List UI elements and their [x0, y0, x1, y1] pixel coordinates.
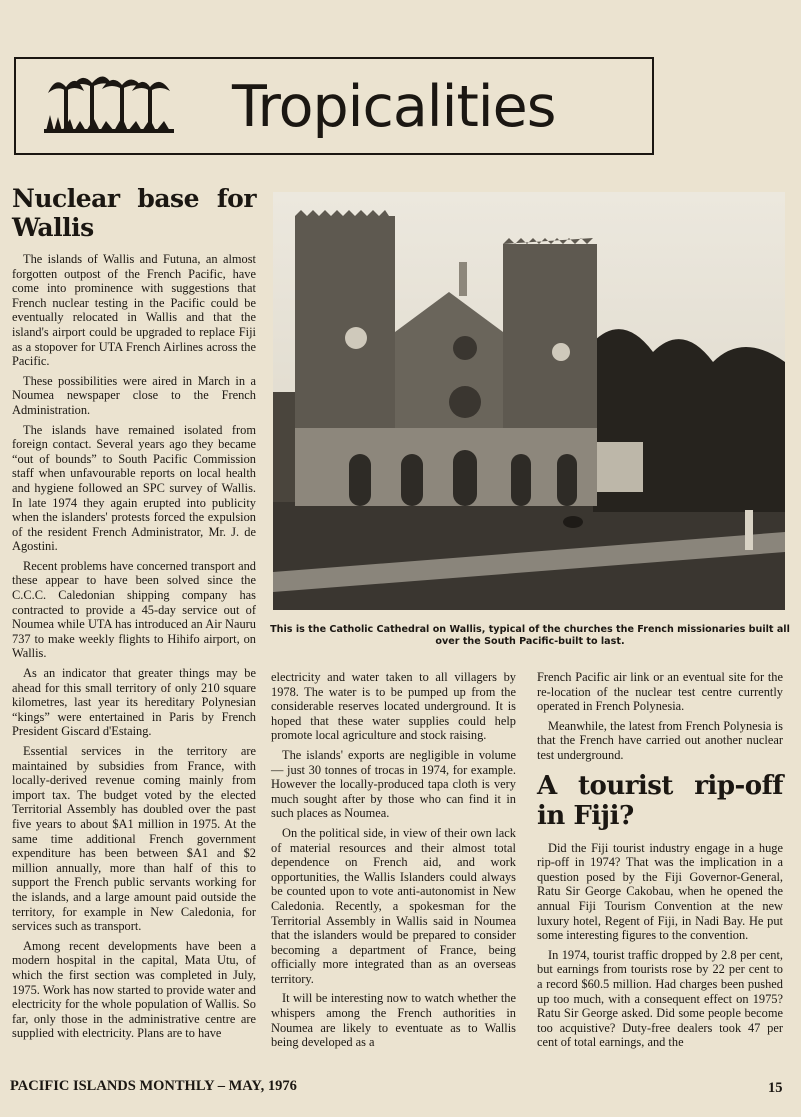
publication-footer: PACIFIC ISLANDS MONTHLY – MAY, 1976 — [10, 1078, 297, 1094]
palm-trees-icon — [44, 71, 176, 141]
paragraph: Recent problems have concerned transport and these appear to have been solved since the C.C.C. Caledonian shipping company has contracted to provide a 45-day service out of Noumea while UTA has introduced an Air Nauru 737 to make weekly flights to Hihifo airport, on Wallis. — [12, 558, 256, 661]
paragraph: It will be interesting now to watch whether the whispers among the French authorities in Noumea are likely to eventuate as to Wallis being developed as a — [271, 991, 516, 1050]
paragraph: Among recent developments have been a modern hospital in the capital, Mata Utu, of which the first section was completed in July, 1975. Work has now started to provide water and electricity for the whole population of Wallis. So far, only those in the administrative centre are supplied with electricity. Plans are to have — [12, 938, 256, 1041]
column-1 — [12, 184, 256, 1046]
column-3 — [537, 670, 783, 1055]
paragraph: electricity and water taken to all villagers by 1978. The water is to be pumped up from the considerable reserves located underground. It is hoped that these water supplies could help promote local agriculture and stock raising. — [271, 670, 516, 743]
article-headline-fiji: A tourist rip-off in Fiji? — [537, 770, 783, 831]
paragraph: These possibilities were aired in March in a Noumea newspaper close to the French Administration. — [12, 373, 256, 417]
paragraph: Essential services in the territory are maintained by subsidies from France, with locally-derived revenue coming mainly from import tax. The budget voted by the elected Territorial Assembly has doubled over the past five years to about $A1 million in 1975. At the same time additional French government expenditure has been between $A1 and $2 million annually, more than half of this to support the French public servants working for the islands, and a large amount paid outside the territory, for example in New Caledonia, for services such as transport. — [12, 744, 256, 934]
paragraph: French Pacific air link or an eventual site for the re-location of the nuclear test centre currently operated in French Polynesia. — [537, 670, 783, 714]
paragraph: The islands' exports are negligible in volume — just 30 tonnes of trocas in 1974, for example. However the locally-produced tapa cloth is very much sought after by those who can find it in such places as Noumea. — [271, 747, 516, 821]
paragraph: The islands of Wallis and Futuna, an almost forgotten outpost of the French Pacific, have come into prominence with suggestions that French nuclear testing in the Pacific could be eventually relocated in Wallis and that the island's airport could be upgraded to replace Fiji as a stopover for UTA French Airlines across the Pacific. — [12, 252, 256, 369]
paragraph: Did the Fiji tourist industry engage in a huge rip-off in 1974? That was the implication in a question posed by the Fiji Governor-General, Ratu Sir George Cakobau, when he opened the annual Fiji Tourism Convention at the new luxury hotel, Regent of Fiji, in Nadi Bay. He put some interesting figures to the convention. — [537, 840, 783, 943]
page-number: 15 — [768, 1080, 783, 1096]
column-2 — [271, 670, 516, 1055]
cathedral-photo — [273, 192, 785, 610]
section-title: Tropicalities — [232, 74, 556, 140]
section-banner — [14, 57, 654, 155]
photo-caption: This is the Catholic Cathedral on Wallis, typical of the churches the French missionaries built all over the South Pacific-built to last. — [270, 624, 790, 647]
paragraph: In 1974, tourist traffic dropped by 2.8 per cent, but earnings from tourists rose by 22 per cent to a record $60.5 million. Had charges been pushed up too much, with a consequent effect on 1975? Ratu Sir George asked. Did some people become too acquistive? Duty-free dealers took 47 per cent of total earnings, and the — [537, 947, 783, 1050]
paragraph: On the political side, in view of their own lack of material resources and their almost total dependence on French aid, and work opportunities, the Wallis Islanders could always be counted upon to vote anti-autonomist in New Caledonia. Recently, a spokesman for the Territorial Assembly in Wallis said in Noumea that the islanders would be prepared to consider becoming a department of France, being officially more integrated than as an overseas territory. — [271, 825, 516, 986]
paragraph: The islands have remained isolated from foreign contact. Several years ago they became “out of bounds” to South Pacific Commission staff when unfavourable reports on local health and hygiene followed an SPC survey of Wallis. In late 1974 they again erupted into publicity when the islanders' protests forced the expulsion of the resident French Administrator, Mr. J. de Agostini. — [12, 422, 256, 554]
paragraph: As an indicator that greater things may be ahead for this small territory of only 210 square kilometres, last year its hereditary Polynesian “kings” were entertained in Paris by French President Giscard d'Estaing. — [12, 666, 256, 739]
paragraph: Meanwhile, the latest from French Polynesia is that the French have carried out another nuclear test underground. — [537, 718, 783, 762]
article-headline-wallis: Nuclear base for Wallis — [12, 184, 256, 242]
